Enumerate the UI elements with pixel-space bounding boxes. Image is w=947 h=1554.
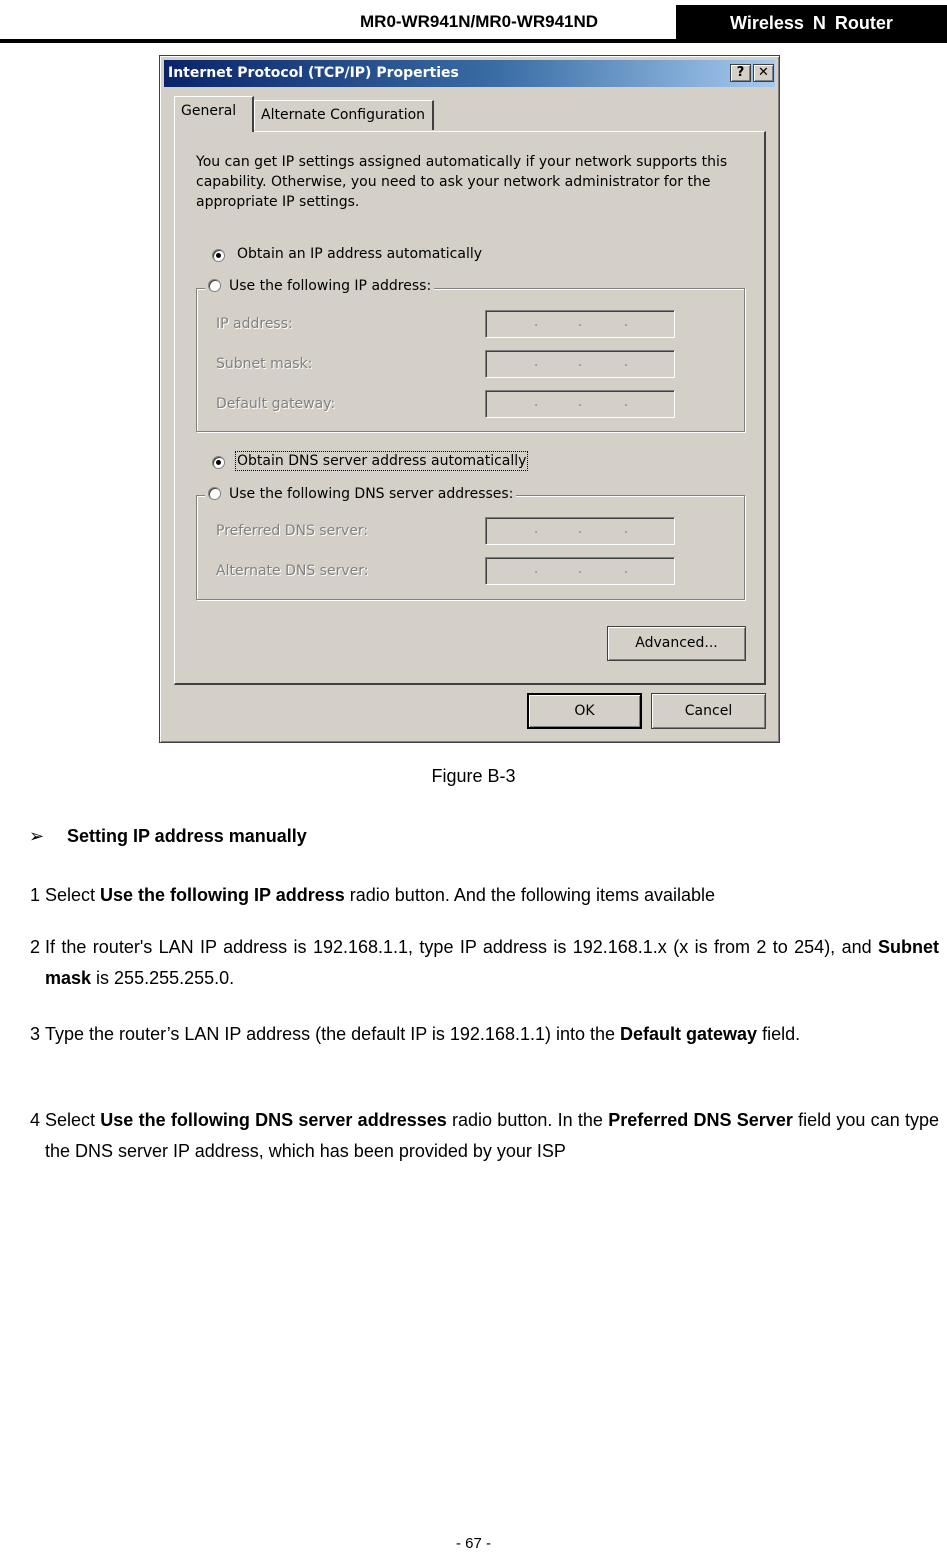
radio-manual-ip[interactable] (208, 279, 221, 292)
radio-auto-dns[interactable] (212, 456, 225, 469)
dialog-titlebar (164, 60, 775, 87)
header-rule (0, 39, 947, 43)
section-title: Setting IP address manually (67, 826, 307, 846)
figure-caption: Figure B-3 (431, 766, 516, 786)
header-model: MR0-WR941N/MR0-WR941ND (360, 12, 599, 31)
step-number: 2 (30, 937, 41, 957)
tab-alternate-configuration[interactable]: Alternate Configuration (254, 100, 434, 130)
default-gateway-label: Default gateway: (216, 396, 336, 412)
dns-groupbox-legend (205, 486, 516, 502)
step-text: Type the router’s LAN IP address (the default IP is 192.168.1.1) into the Default gateway field. (45, 1024, 801, 1044)
ok-button[interactable]: OK (527, 693, 642, 729)
ip-address-label: IP address: (216, 316, 293, 332)
step-text: If the router's LAN IP address is 192.168.1.1, type IP address is 192.168.1.x (x is from 2 to 254), and Subnet mask is 255.255.255.0. (45, 937, 939, 988)
tab-general[interactable]: General (174, 96, 254, 132)
cancel-button[interactable]: Cancel (651, 693, 766, 729)
radio-selected-dot (216, 253, 221, 258)
radio-manual-ip-label[interactable]: Use the following IP address: (229, 278, 432, 294)
step-text: Select Use the following IP address radio button. And the following items available (45, 885, 715, 905)
subnet-mask-field[interactable]: . . . (485, 350, 675, 378)
tcpip-properties-dialog (159, 55, 780, 743)
close-button[interactable]: ✕ (753, 64, 774, 82)
radio-auto-ip[interactable] (212, 249, 225, 262)
preferred-dns-label: Preferred DNS server: (216, 523, 369, 539)
default-gateway-field[interactable]: . . . (485, 390, 675, 418)
radio-selected-dot (216, 460, 221, 465)
subnet-mask-label: Subnet mask: (216, 356, 313, 372)
preferred-dns-field[interactable]: . . . (485, 517, 675, 545)
help-button[interactable]: ? (730, 64, 751, 82)
arrow-bullet-icon: ➢ (29, 826, 45, 846)
step-number: 1 (30, 885, 41, 905)
step-number: 4 (30, 1110, 41, 1130)
alternate-dns-label: Alternate DNS server: (216, 563, 369, 579)
radio-auto-ip-label[interactable]: Obtain an IP address automatically (237, 246, 483, 262)
dialog-title: Internet Protocol (TCP/IP) Properties (168, 65, 459, 81)
dialog-description: You can get IP settings assigned automatically if your network supports this capability. Otherwise, you need to ask your network administrator for the appropriate IP settings. (196, 154, 728, 210)
step-text: Select Use the following DNS server addresses radio button. In the Preferred DNS Server field you can type the DNS server IP address, which has been provided by your ISP (45, 1110, 939, 1161)
page-number: - 67 - (455, 1535, 491, 1552)
radio-manual-dns-label[interactable]: Use the following DNS server addresses: (229, 486, 514, 502)
header-product: Wireless N Router (676, 5, 947, 40)
alternate-dns-field[interactable]: . . . (485, 557, 675, 585)
ip-address-field[interactable]: . . . (485, 310, 675, 338)
page-header (0, 0, 947, 44)
ip-groupbox-legend (205, 278, 434, 294)
advanced-button[interactable]: Advanced... (607, 626, 746, 661)
radio-manual-dns[interactable] (208, 487, 221, 500)
radio-auto-dns-label[interactable]: Obtain DNS server address automatically (237, 453, 527, 469)
step-number: 3 (30, 1024, 41, 1044)
